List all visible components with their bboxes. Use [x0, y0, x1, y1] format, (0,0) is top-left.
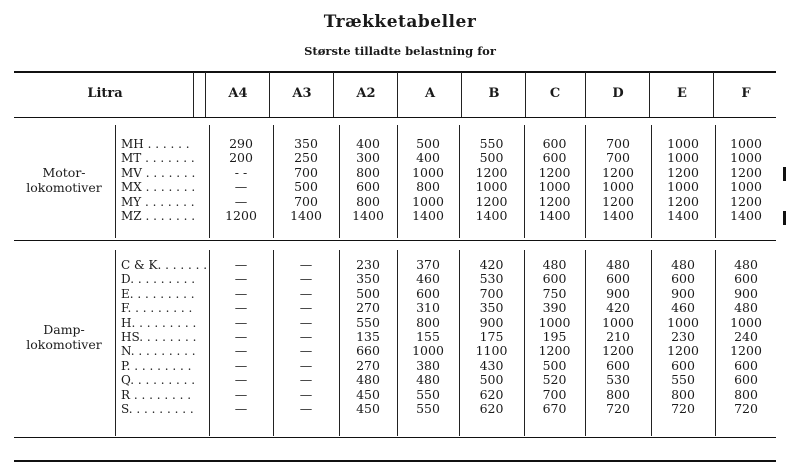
- value-cell: 480: [671, 257, 695, 272]
- value-cell: —: [299, 285, 313, 301]
- value-cell: —: [234, 357, 248, 373]
- value-cell: 550: [416, 401, 440, 416]
- value-cell: 370: [416, 257, 440, 272]
- group-label-line: lokomotiver: [26, 180, 102, 196]
- value-cell: 800: [356, 164, 380, 180]
- value-cell: 900: [734, 285, 758, 301]
- value-cell: —: [234, 343, 248, 359]
- litra-cell: MH . . . . . .: [121, 137, 190, 151]
- value-cell: 1000: [602, 314, 634, 330]
- column-divider: [333, 72, 334, 117]
- value-cell: 1000: [730, 179, 762, 195]
- column-divider: [713, 72, 714, 117]
- group-label: [14, 322, 114, 352]
- column-header: Litra: [87, 86, 123, 101]
- value-cell: 500: [416, 136, 440, 151]
- group-label: [14, 165, 114, 195]
- litra-cell: MT . . . . . . .: [121, 151, 195, 166]
- value-cell: 1200: [730, 343, 762, 359]
- value-cell: —: [234, 329, 248, 344]
- value-cell: 175: [479, 329, 504, 344]
- value-cell: 800: [416, 179, 440, 195]
- value-cell: —: [234, 179, 248, 195]
- value-cell: 700: [479, 285, 504, 301]
- value-cell: —: [234, 300, 248, 316]
- value-cell: 600: [416, 285, 440, 301]
- litra-cell: MY . . . . . . .: [121, 194, 195, 209]
- value-cell: 700: [294, 193, 318, 209]
- value-cell: 1000: [602, 179, 634, 195]
- value-cell: 480: [416, 372, 440, 388]
- value-cell: 420: [479, 257, 504, 272]
- value-cell: 480: [542, 257, 567, 272]
- value-cell: —: [299, 343, 313, 359]
- value-cell: 600: [356, 179, 380, 195]
- table-rule: [14, 240, 776, 241]
- value-cell: 1000: [412, 193, 444, 209]
- value-cell: 400: [416, 150, 440, 166]
- litra-cell: MZ . . . . . . .: [121, 209, 196, 223]
- value-cell: 230: [671, 329, 695, 344]
- value-cell: 800: [734, 386, 758, 402]
- value-cell: 380: [416, 357, 440, 373]
- value-cell: 230: [356, 257, 380, 272]
- value-cell: 700: [542, 386, 567, 402]
- value-cell: 420: [606, 300, 630, 316]
- value-cell: 1200: [475, 164, 508, 180]
- column-header: E: [677, 86, 687, 101]
- value-cell: 1400: [730, 208, 762, 223]
- value-cell: 1000: [475, 179, 508, 195]
- value-cell: 700: [294, 164, 318, 180]
- value-cell: 500: [542, 357, 567, 373]
- value-cell: 620: [479, 401, 504, 416]
- value-cell: 550: [671, 372, 695, 388]
- value-cell: 390: [542, 300, 567, 316]
- value-cell: 620: [479, 386, 504, 402]
- table-rule: [14, 117, 776, 118]
- column-divider: [585, 72, 586, 117]
- value-cell: 350: [356, 271, 380, 287]
- value-cell: 1200: [538, 343, 571, 359]
- table-rule: [14, 71, 776, 73]
- column-header: A4: [228, 86, 248, 101]
- value-cell: 1200: [538, 164, 571, 180]
- value-cell: 290: [229, 136, 253, 151]
- value-cell: 600: [734, 271, 758, 287]
- value-cell: 1400: [352, 208, 384, 223]
- value-cell: 1100: [475, 343, 508, 359]
- value-cell: 660: [356, 343, 380, 359]
- value-cell: 800: [606, 386, 630, 402]
- value-cell: 900: [479, 314, 504, 330]
- value-cell: 530: [606, 372, 630, 388]
- value-cell: 1000: [667, 136, 699, 151]
- value-cell: 1200: [475, 193, 508, 209]
- column-divider: [115, 250, 116, 436]
- column-header: C: [549, 86, 561, 101]
- value-cell: 270: [356, 300, 380, 316]
- value-cell: 800: [356, 193, 380, 209]
- value-cell: 1200: [667, 164, 699, 180]
- column-header: A3: [292, 86, 312, 101]
- value-cell: 1200: [602, 164, 634, 180]
- value-cell: 310: [416, 300, 440, 316]
- value-cell: 600: [734, 372, 758, 388]
- column-divider: [193, 72, 194, 117]
- value-cell: 1000: [667, 314, 699, 330]
- value-cell: 600: [671, 271, 695, 287]
- value-cell: 500: [479, 150, 504, 166]
- value-cell: —: [234, 285, 248, 301]
- value-cell: 750: [542, 285, 567, 301]
- group-label-line: Motor-: [42, 165, 86, 181]
- value-cell: 520: [542, 372, 567, 388]
- value-cell: 250: [294, 150, 318, 166]
- value-cell: 600: [542, 136, 567, 151]
- group-label-line: lokomotiver: [26, 337, 102, 353]
- column-divider: [397, 72, 398, 117]
- value-cell: 550: [356, 314, 380, 330]
- group-label-line: Damp-: [43, 322, 85, 338]
- value-cell: 480: [734, 257, 758, 272]
- litra-cell: S. . . . . . . . .: [121, 402, 194, 416]
- value-cell: 450: [356, 401, 380, 416]
- value-cell: —: [234, 257, 248, 272]
- value-cell: 600: [606, 357, 630, 373]
- value-cell: 200: [229, 150, 253, 166]
- value-cell: 350: [294, 136, 318, 151]
- value-cell: 210: [606, 329, 630, 344]
- value-cell: 1400: [475, 208, 508, 223]
- value-cell: —: [299, 386, 313, 402]
- value-cell: 270: [356, 357, 380, 373]
- value-cell: 1400: [667, 208, 699, 223]
- value-cell: 195: [542, 329, 567, 344]
- column-divider: [269, 72, 270, 117]
- value-cell: 1000: [538, 314, 571, 330]
- value-cell: —: [299, 271, 313, 287]
- value-cell: 1000: [412, 164, 444, 180]
- value-cell: —: [234, 193, 248, 209]
- page-subtitle: Største tilladte belastning for: [304, 44, 496, 58]
- column-header: B: [488, 86, 500, 101]
- value-cell: 600: [542, 271, 567, 287]
- value-cell: —: [234, 386, 248, 402]
- value-cell: 460: [416, 271, 440, 287]
- value-cell: —: [299, 329, 313, 344]
- value-cell: 480: [734, 300, 758, 316]
- value-cell: 1400: [602, 208, 634, 223]
- value-cell: —: [234, 314, 248, 330]
- value-cell: —: [299, 401, 313, 416]
- value-cell: 700: [606, 136, 630, 151]
- value-cell: 1000: [667, 150, 699, 166]
- value-cell: —: [234, 372, 248, 388]
- litra-cell: N. . . . . . . . .: [121, 344, 196, 359]
- value-cell: 1200: [602, 193, 634, 209]
- value-cell: 500: [479, 372, 504, 388]
- value-cell: —: [299, 300, 313, 316]
- column-divider: [205, 72, 206, 117]
- value-cell: 600: [671, 357, 695, 373]
- value-cell: 1000: [730, 314, 762, 330]
- litra-cell: HS. . . . . . . .: [121, 330, 197, 344]
- value-cell: - -: [234, 164, 248, 180]
- value-cell: 500: [294, 179, 318, 195]
- value-cell: —: [299, 372, 313, 388]
- value-cell: 530: [479, 271, 504, 287]
- value-cell: 720: [734, 401, 758, 416]
- value-cell: 1000: [730, 136, 762, 151]
- litra-cell: D. . . . . . . . .: [121, 272, 196, 287]
- value-cell: 800: [671, 386, 695, 402]
- value-cell: —: [299, 314, 313, 330]
- value-cell: 600: [606, 271, 630, 287]
- value-cell: 1400: [412, 208, 444, 223]
- litra-cell: H. . . . . . . . .: [121, 315, 197, 330]
- litra-cell: R . . . . . . . .: [121, 387, 192, 402]
- value-cell: 720: [671, 401, 695, 416]
- column-divider: [649, 72, 650, 117]
- page-title: Trækketabeller: [323, 12, 477, 32]
- value-cell: —: [299, 357, 313, 373]
- value-cell: 450: [356, 386, 380, 402]
- litra-cell: MV . . . . . . .: [121, 165, 196, 180]
- column-header: F: [741, 86, 751, 101]
- litra-cell: C & K. . . . . . .: [121, 258, 208, 272]
- value-cell: —: [234, 271, 248, 287]
- value-cell: 1000: [730, 150, 762, 166]
- column-header: D: [612, 86, 624, 101]
- value-cell: 800: [416, 314, 440, 330]
- value-cell: 1200: [667, 193, 699, 209]
- value-cell: 1000: [667, 179, 699, 195]
- margin-mark: [783, 211, 786, 225]
- value-cell: 600: [734, 357, 758, 373]
- value-cell: 430: [479, 357, 504, 373]
- value-cell: 155: [416, 329, 440, 344]
- value-cell: 1200: [667, 343, 699, 359]
- value-cell: 350: [479, 300, 504, 316]
- value-cell: 480: [606, 257, 630, 272]
- value-cell: 240: [734, 329, 758, 344]
- litra-cell: F. . . . . . . . .: [121, 301, 193, 316]
- value-cell: —: [234, 401, 248, 416]
- value-cell: 1200: [538, 193, 571, 209]
- value-cell: 550: [479, 136, 504, 151]
- column-header: A: [424, 86, 436, 101]
- value-cell: 1400: [290, 208, 322, 223]
- value-cell: 1000: [538, 179, 571, 195]
- value-cell: 300: [356, 150, 380, 166]
- value-cell: 400: [356, 136, 380, 151]
- value-cell: 1400: [538, 208, 571, 223]
- column-header: A2: [356, 86, 376, 101]
- value-cell: 900: [671, 285, 695, 301]
- value-cell: 460: [671, 300, 695, 316]
- value-cell: 135: [356, 329, 380, 344]
- value-cell: 550: [416, 386, 440, 402]
- litra-cell: MX . . . . . . .: [121, 180, 196, 195]
- value-cell: 480: [356, 372, 380, 388]
- column-divider: [115, 125, 116, 238]
- column-divider: [461, 72, 462, 117]
- value-cell: 700: [606, 150, 630, 166]
- litra-cell: E. . . . . . . . .: [121, 286, 195, 301]
- litra-cell: Q. . . . . . . . .: [121, 373, 196, 388]
- litra-cell: P. . . . . . . . .: [121, 358, 192, 373]
- value-cell: —: [299, 257, 313, 272]
- value-cell: 720: [606, 401, 630, 416]
- value-cell: 1200: [730, 193, 762, 209]
- value-cell: 600: [542, 150, 567, 166]
- value-cell: 1000: [412, 343, 444, 359]
- margin-mark: [783, 167, 786, 181]
- value-cell: 1200: [602, 343, 634, 359]
- value-cell: 1200: [730, 164, 762, 180]
- value-cell: 900: [606, 285, 630, 301]
- value-cell: 1200: [225, 208, 257, 223]
- table-rule: [14, 437, 776, 438]
- value-cell: 500: [356, 285, 380, 301]
- value-cell: 670: [542, 401, 567, 416]
